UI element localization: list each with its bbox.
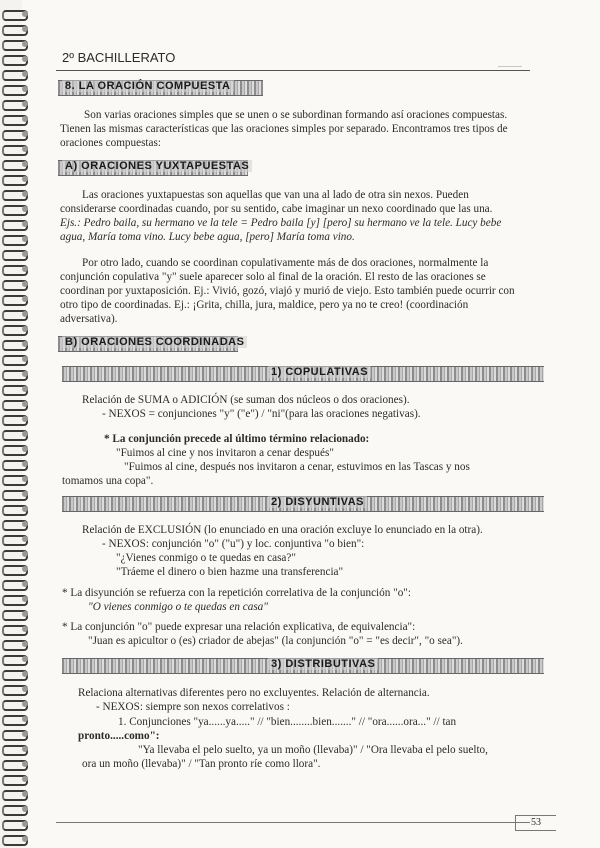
subsection-title-disyuntivas: 2) DISYUNTIVAS xyxy=(268,496,367,508)
binding-hole xyxy=(22,551,28,557)
copulativas-example-2b: tomamos una copa". xyxy=(62,475,154,487)
disyuntivas-nexos: - NEXOS: conjunción "o" ("u") y loc. conjuntiva "o bien": xyxy=(102,538,365,550)
binding-hole xyxy=(22,701,28,707)
distributivas-line1: Relaciona alternativas diferentes pero no excluyentes. Relación de alternancia. xyxy=(78,687,430,699)
spiral-binding xyxy=(0,0,28,848)
binding-hole xyxy=(22,281,28,287)
distributivas-conjunctions-cont: pronto.....como": xyxy=(78,730,160,742)
binding-hole xyxy=(22,11,28,17)
disyuntivas-line1: Relación de EXCLUSIÓN (lo enunciado en una oración excluye lo enunciado en la otra). xyxy=(82,524,483,536)
footer-rule xyxy=(56,822,530,823)
header-rule xyxy=(56,70,530,71)
binding-hole xyxy=(22,566,28,572)
yuxta-p2-line1: Por otro lado, cuando se coordinan copulativamente más de dos oraciones, normalmente la xyxy=(82,257,489,269)
disyuntivas-note-2-example: "Juan es apicultor o (es) criador de abejas" (la conjunción "o" = "es decir", "o sea"). xyxy=(88,635,463,647)
yuxta-p2-line5: adversativa). xyxy=(60,313,118,325)
binding-hole xyxy=(22,446,28,452)
copulativas-example-2a: "Fuimos al cine, después nos invitaron a cenar, estuvimos en las Tascas y nos xyxy=(124,461,470,473)
binding-hole xyxy=(22,251,28,257)
section-title-compuesta: 8. LA ORACIÓN COMPUESTA xyxy=(62,80,234,92)
binding-hole xyxy=(22,41,28,47)
binding-hole xyxy=(22,716,28,722)
binding-hole xyxy=(22,176,28,182)
copulativas-note: * La conjunción precede al último término relacionado: xyxy=(104,433,370,445)
binding-hole xyxy=(22,461,28,467)
binding-hole xyxy=(22,221,28,227)
binding-hole xyxy=(22,776,28,782)
binding-hole xyxy=(22,491,28,497)
yuxta-p1-line1: Las oraciones yuxtapuestas son aquellas que van una al lado de otra sin nexos. Pueden xyxy=(82,189,469,201)
binding-hole xyxy=(22,791,28,797)
copulativas-line1: Relación de SUMA o ADICIÓN (se suman dos núcleos o dos oraciones). xyxy=(82,394,410,406)
binding-hole xyxy=(22,356,28,362)
binding-hole xyxy=(22,296,28,302)
section-title-coordinadas: B) ORACIONES COORDINADAS xyxy=(62,336,247,348)
binding-hole xyxy=(22,26,28,32)
binding-hole xyxy=(22,431,28,437)
distributivas-conjunctions: 1. Conjunciones "ya......ya....." // "bien........bien......." // "ora......ora..." // tan xyxy=(118,716,457,728)
binding-hole xyxy=(22,476,28,482)
disyuntivas-note-2: * La conjunción "o" puede expresar una relación explicativa, de equivalencia": xyxy=(62,621,416,633)
subsection-title-copulativas: 1) COPULATIVAS xyxy=(268,366,371,378)
binding-hole xyxy=(22,401,28,407)
binding-hole xyxy=(22,626,28,632)
binding-hole xyxy=(22,821,28,827)
subsection-title-distributivas: 3) DISTRIBUTIVAS xyxy=(268,658,378,670)
intro-line-1: Son varias oraciones simples que se unen o se subordinan formando así oraciones compuestas. xyxy=(84,109,508,121)
binding-hole xyxy=(22,71,28,77)
yuxta-p2-line4: otro tipo de coordinadas. Ej.: ¡Grita, chilla, jura, maldice, pero ya no te creo! (coordinación xyxy=(60,299,469,311)
binding-hole xyxy=(22,656,28,662)
yuxta-p1-line4: agua, María toma vino. Lucy bebe agua, [pero] María toma vino. xyxy=(60,231,355,243)
binding-hole xyxy=(22,131,28,137)
binding-hole xyxy=(22,191,28,197)
copulativas-example-1: "Fuimos al cine y nos invitaron a cenar después" xyxy=(116,447,334,459)
page-number: 53 xyxy=(515,815,556,831)
binding-hole xyxy=(22,836,28,842)
binding-hole xyxy=(22,536,28,542)
binding-hole xyxy=(22,416,28,422)
disyuntivas-example-1: "¿Vienes conmigo o te quedas en casa?" xyxy=(116,552,296,564)
binding-hole xyxy=(22,686,28,692)
binding-hole xyxy=(22,206,28,212)
yuxta-p2-line2: conjunción copulativa "y" suele aparecer solo al final de la oración. El resto de las oraciones se xyxy=(60,271,486,283)
binding-hole xyxy=(22,236,28,242)
intro-line-2: Tienen las mismas características que las oraciones simples por separado. Encontramos tres tipos de xyxy=(60,123,508,135)
distributivas-nexos: - NEXOS: siempre son nexos correlativos : xyxy=(96,701,290,713)
binding-hole xyxy=(22,86,28,92)
binding-hole xyxy=(22,806,28,812)
binding-hole xyxy=(22,326,28,332)
binding-hole xyxy=(22,521,28,527)
binding-hole xyxy=(22,581,28,587)
binding-hole xyxy=(22,746,28,752)
binding-hole xyxy=(22,671,28,677)
yuxta-p2-line3: coordinan por yuxtaposición. Ej.: Vivió, gozó, viajó y murió de viejo. Esto también puede ocurrir con xyxy=(60,285,515,297)
distributivas-example-1: "Ya llevaba el pelo suelto, ya un moño (llevaba)" / "Ora llevaba el pelo suelto, xyxy=(138,744,488,756)
section-title-yuxtapuestas: A) ORACIONES YUXTAPUESTAS xyxy=(62,160,252,172)
binding-hole xyxy=(22,146,28,152)
binding-hole xyxy=(22,266,28,272)
binding-hole xyxy=(22,56,28,62)
yuxta-p1-line3: Ejs.: Pedro baila, su hermano ve la tele = Pedro baila [y] [pero] su hermano ve la tele. Lucy bebe xyxy=(60,217,502,229)
binding-hole xyxy=(22,341,28,347)
binding-hole xyxy=(22,611,28,617)
binding-hole xyxy=(22,161,28,167)
distributivas-example-2: ora un moño (llevaba)" / "Tan pronto ríe como llora". xyxy=(82,758,321,770)
copulativas-nexos: - NEXOS = conjunciones "y" ("e") / "ni"(para las oraciones negativas). xyxy=(102,408,421,420)
binding-hole xyxy=(22,641,28,647)
binding-hole xyxy=(22,101,28,107)
binding-hole xyxy=(22,311,28,317)
binding-hole xyxy=(22,371,28,377)
header-right-mark: ............ xyxy=(498,60,522,69)
course-header: 2º BACHILLERATO xyxy=(62,50,176,65)
intro-line-3: oraciones compuestas: xyxy=(60,137,161,149)
yuxta-p1-line2: considerarse coordinadas cuando, por su sentido, cabe imaginar un nexo coordinado que las una. xyxy=(60,203,493,215)
binding-hole xyxy=(22,731,28,737)
disyuntivas-note-1: * La disyunción se refuerza con la repetición correlativa de la conjunción "o": xyxy=(62,587,411,599)
disyuntivas-note-1-example: "O vienes conmigo o te quedas en casa" xyxy=(88,601,268,613)
binding-hole xyxy=(22,116,28,122)
binding-hole xyxy=(22,596,28,602)
binding-hole xyxy=(22,386,28,392)
disyuntivas-example-2: "Tráeme el dinero o bien hazme una transferencia" xyxy=(116,566,344,578)
binding-hole xyxy=(22,506,28,512)
binding-hole xyxy=(22,761,28,767)
